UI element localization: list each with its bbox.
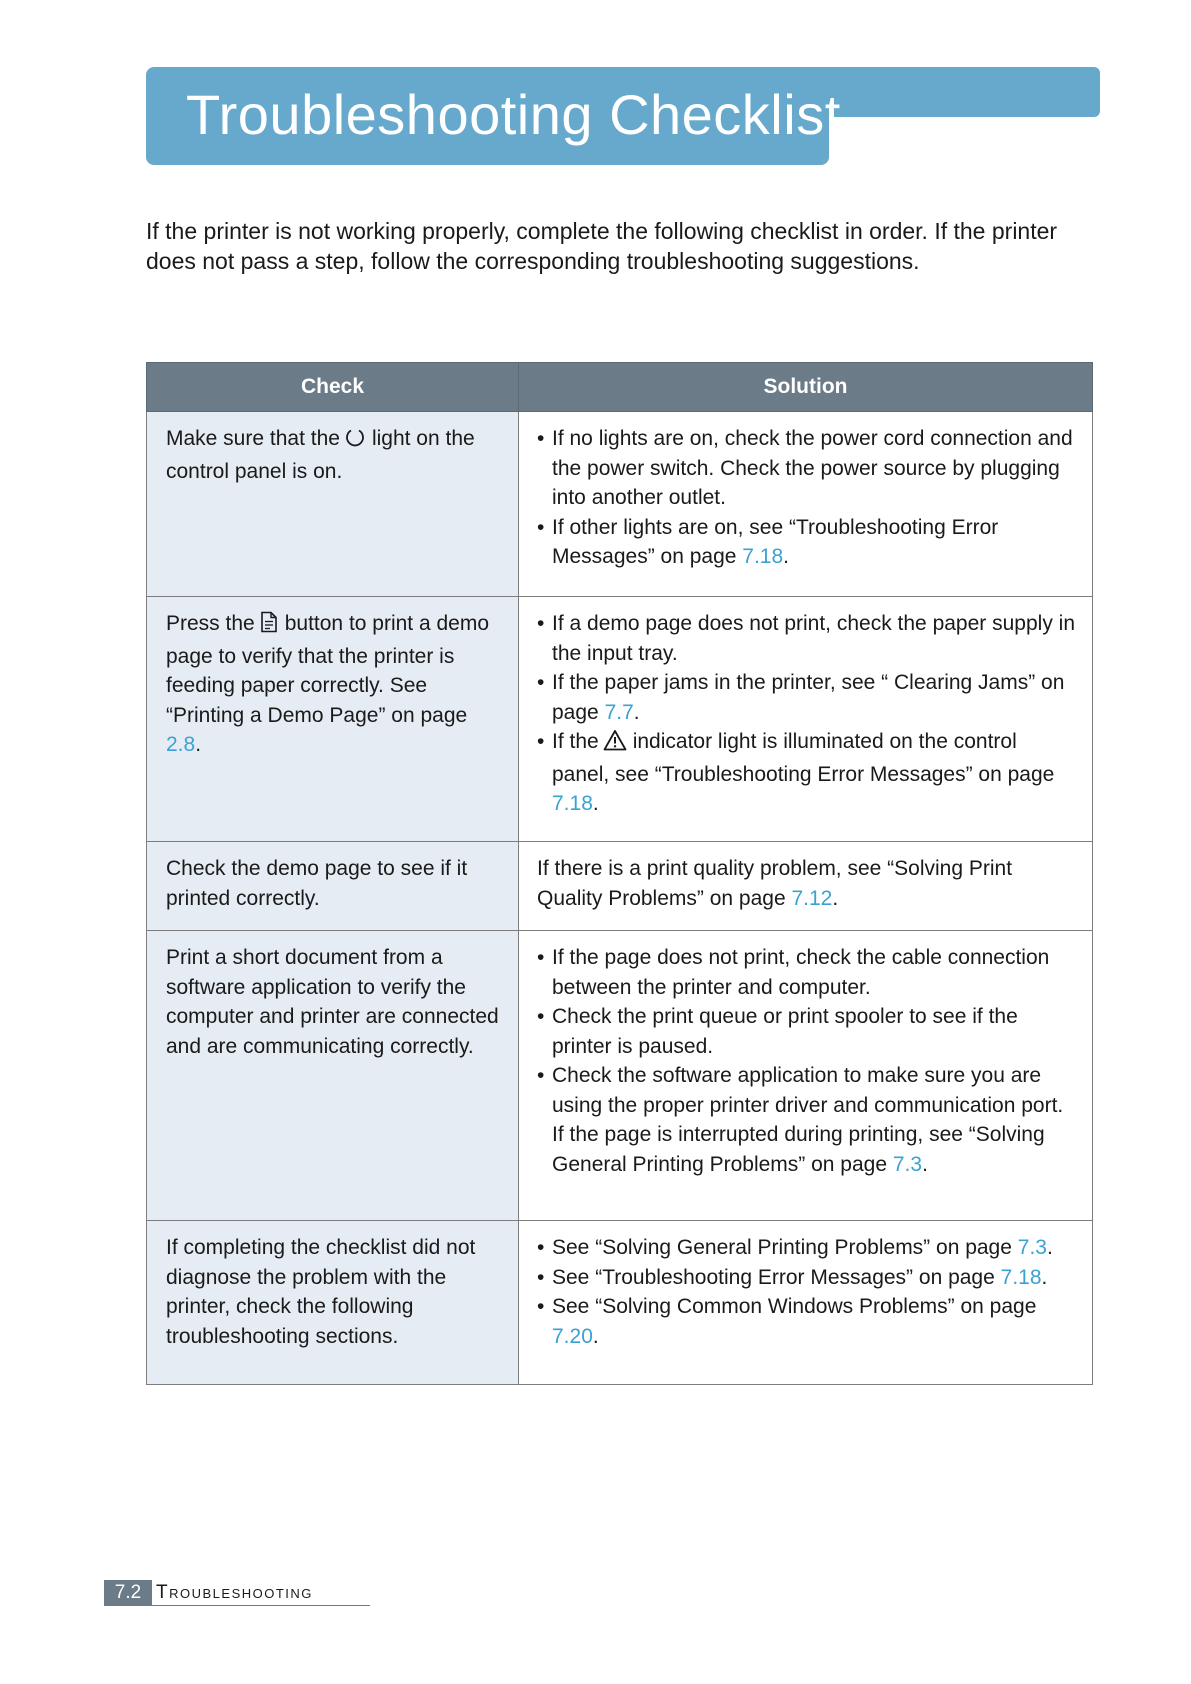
footer-page-number: 7.2 <box>104 1580 152 1605</box>
page-ref-link[interactable]: 7.20 <box>552 1324 593 1348</box>
demo-page-icon <box>259 611 279 642</box>
table-header-row <box>147 363 1093 412</box>
footer-section-label: Troubleshooting <box>156 1582 313 1603</box>
page-ref-link[interactable]: 7.18 <box>742 545 784 568</box>
warning-icon <box>603 729 627 760</box>
page-ref-link[interactable]: 7.18 <box>1000 1265 1042 1289</box>
list-item: • If no lights are on, check the power cord connection and the power switch. Check the power source by plugging into another outlet. <box>537 424 1078 513</box>
list-item: • Check the software application to make sure you are using the proper printer driver and communication port. If the page is interrupted during printing, see “Solving General Printing Problems” on page 7.3. <box>537 1061 1078 1179</box>
page-ref-link[interactable]: 7.3 <box>1017 1236 1047 1259</box>
check-cell: Print a short document from a software application to verify the computer and printer are connected and are communicating correctly. <box>147 931 519 1221</box>
page-ref-link[interactable]: 2.8 <box>166 733 196 756</box>
check-cell: If completing the checklist did not diagnose the problem with the printer, check the following troubleshooting sections. <box>147 1221 519 1385</box>
table-row <box>147 931 1093 1221</box>
page-ref-link[interactable]: 7.12 <box>791 886 833 910</box>
list-item: • See “Solving General Printing Problems” on page 7.3. <box>537 1233 1078 1263</box>
solution-cell <box>519 412 1093 597</box>
list-item: • See “Troubleshooting Error Messages” on page 7.18. <box>537 1263 1078 1293</box>
checklist-table <box>146 362 1093 1385</box>
check-cell: Press the button to print a demo page to verify that the printer is feeding paper correctly. See “Printing a Demo Page” on page 2.8. <box>147 597 519 842</box>
check-cell: Make sure that the light on the control panel is on. <box>147 412 519 597</box>
solution-cell <box>519 1221 1093 1385</box>
list-item: • Check the print queue or print spooler to see if the printer is paused. <box>537 1002 1078 1061</box>
list-item: • If the indicator light is illuminated on the control panel, see “Troubleshooting Error Messages” on page 7.18. <box>537 727 1078 819</box>
check-cell: Check the demo page to see if it printed correctly. <box>147 842 519 931</box>
solution-cell <box>519 931 1093 1221</box>
intro-paragraph: If the printer is not working properly, complete the following checklist in order. If the printer does not pass a step, follow the corresponding troubleshooting suggestions. <box>146 218 1058 274</box>
page-title: Troubleshooting Checklist <box>186 83 841 146</box>
solution-cell <box>519 597 1093 842</box>
table-row <box>147 597 1093 842</box>
list-item: • If the paper jams in the printer, see “ Clearing Jams” on page 7.7. <box>537 668 1078 727</box>
table-row <box>147 842 1093 931</box>
footer-rule <box>104 1605 370 1606</box>
column-header-solution: Solution <box>519 363 1093 412</box>
list-item: • If other lights are on, see “Troubleshooting Error Messages” on page 7.18. <box>537 513 1078 572</box>
page-ref-link[interactable]: 7.7 <box>604 700 634 724</box>
table-row <box>147 412 1093 597</box>
solution-cell: If there is a print quality problem, see “Solving Print Quality Problems” on page 7.12. <box>519 842 1093 931</box>
table-row <box>147 1221 1093 1385</box>
list-item: • If the page does not print, check the cable connection between the printer and computer. <box>537 943 1078 1002</box>
page-ref-link[interactable]: 7.18 <box>552 792 593 815</box>
power-icon <box>344 426 366 457</box>
page-ref-link[interactable]: 7.3 <box>892 1152 923 1176</box>
list-item: • See “Solving Common Windows Problems” on page 7.20. <box>537 1292 1078 1351</box>
column-header-check: Check <box>147 363 519 412</box>
list-item: • If a demo page does not print, check the paper supply in the input tray. <box>537 609 1078 668</box>
